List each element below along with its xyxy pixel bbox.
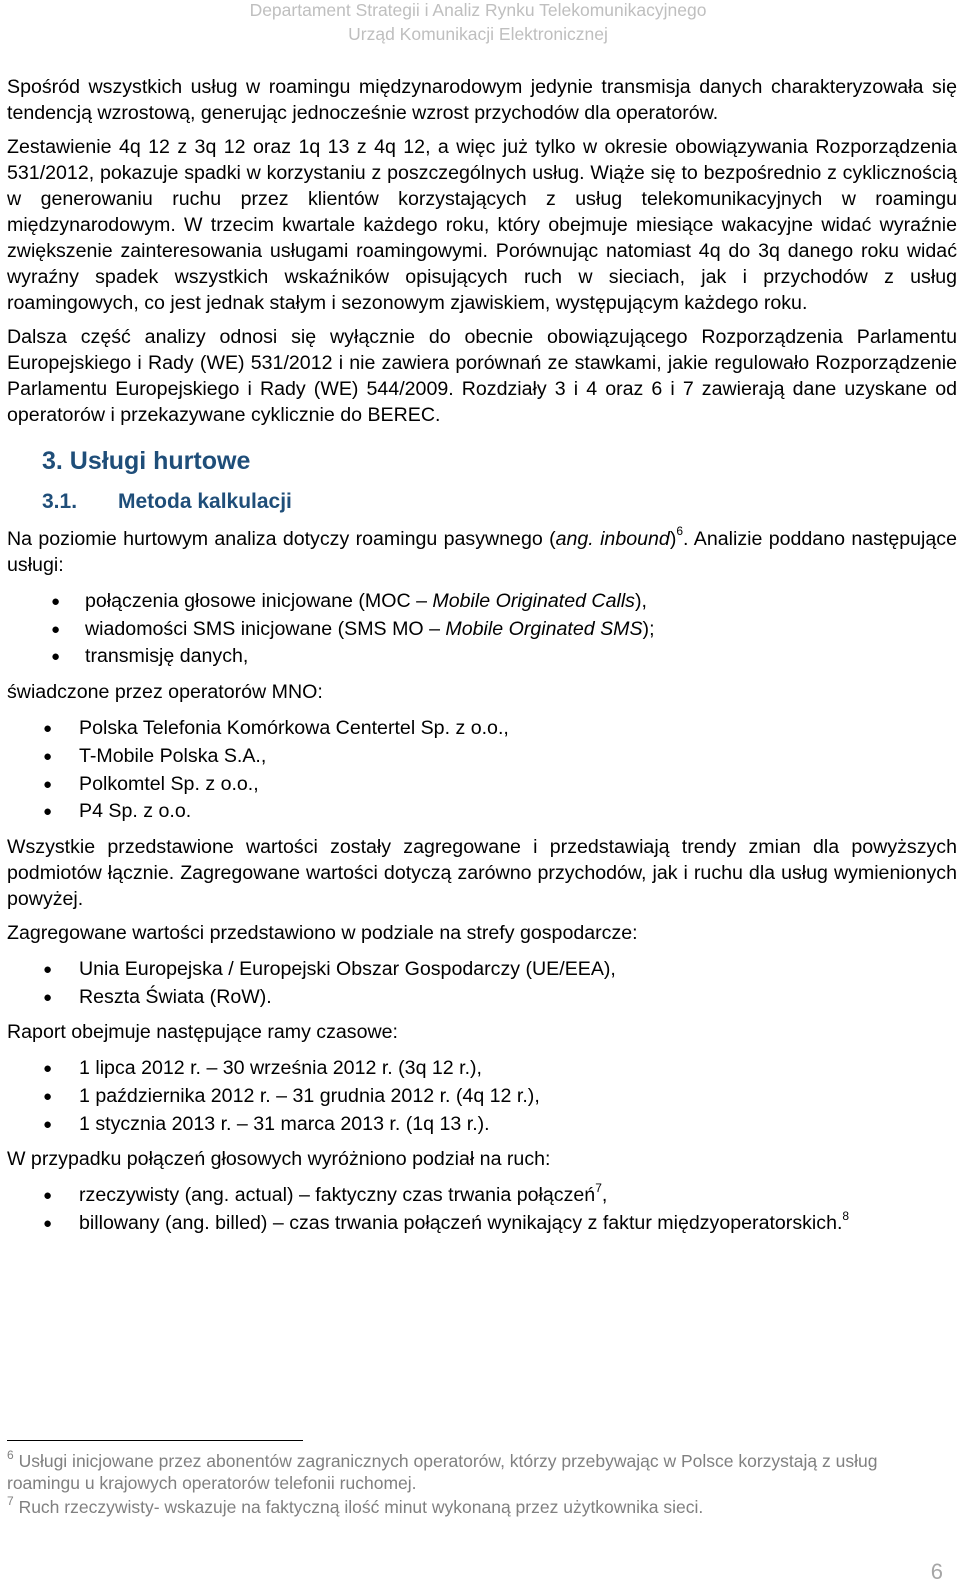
bullet-dot-icon: ● [43, 1115, 53, 1133]
bullet-dot-icon: ● [43, 1088, 53, 1106]
paragraph-zones-intro: Zagregowane wartości przedstawiono w podziale na strefy gospodarcze: [7, 921, 638, 944]
list-item: ● wiadomości SMS inicjowane (SMS MO – Mobile Orginated SMS); [7, 616, 957, 644]
list-item: ● Polkomtel Sp. z o.o., [7, 771, 957, 799]
list-item: ● transmisję danych, [7, 643, 957, 671]
subsection-heading [42, 488, 957, 516]
header-office: Urząd Komunikacji Elektronicznej [348, 24, 608, 44]
paragraph-comparison: Zestawienie 4q 12 z 3q 12 oraz 1q 13 z 4q 12, a więc już tylko w okresie obowiązywania Rozporządzenia 531/2012, pokazuje spadki w korzystaniu z poszczególnych usług. Wiąże się to bezpośrednio z cyklicznością w generowaniu ruchu przez klientów korzystających z usług telekomunikacyjnych w roamingu międzynarodowym. W trzecim kwartale każdego roku, który obejmuje miesiące wakacyjne widać wyraźnie zwiększenie zainteresowania usługami roamingowymi. Porównując natomiast 4q do 3q danego roku widać wyraźny spadek wszystkich wskaźników opisujących ruch w sieciach, jak i przychodów z usług roamingowych, co jest jednak stałym i sezonowym zjawiskiem, występującym każdego roku. [7, 136, 957, 314]
list-item: ● 1 października 2012 r. – 31 grudnia 2012 r. (4q 12 r.), [7, 1083, 957, 1111]
bullet-dot-icon: ● [51, 648, 61, 666]
list-item: ● rzeczywisty (ang. actual) – faktyczny czas trwania połączeń$^7$, [7, 1182, 957, 1210]
paragraph-mno: świadczone przez operatorów MNO: [7, 681, 323, 704]
footnote-ref-8[interactable]: 8 [842, 1208, 850, 1223]
list-item: ● Reszta Świata (RoW). [7, 984, 957, 1012]
list-item: ● Polska Telefonia Komórkowa Centertel Sp. z o.o., [7, 715, 957, 743]
services-list [7, 588, 957, 671]
list-item: ● Unia Europejska / Europejski Obszar Gospodarczy (UE/EEA), [7, 956, 957, 984]
page-number: 6 [930, 1559, 943, 1584]
footnote-7: $^7$ Ruch rzeczywisty- wskazuje na faktyczną ilość minut wykonaną przez użytkownika sieci. [7, 1494, 704, 1517]
bullet-dot-icon: ● [51, 620, 61, 638]
section-heading: 3. Usługi hurtowe [42, 447, 251, 475]
footnote-ref-7[interactable]: 7 [595, 1180, 602, 1195]
paragraph-aggregation: Wszystkie przedstawione wartości zostały zagregowane i przedstawiają trendy zmian dla powyższych podmiotów łącznie. Zagregowane wartości dotyczą zarówno przychodów, jak i ruchu dla usług wymienionych powyżej. [7, 835, 957, 910]
paragraph-further-analysis: Dalsza część analizy odnosi się wyłącznie do obecnie obowiązującego Rozporządzenia Parlamentu Europejskiego i Rady (WE) 531/2012 i nie zawiera porównań ze stawkami, jakie regulowało Rozporządzenie Parlamentu Europejskiego i Rady (WE) 544/2009. Rozdziały 3 i 4 oraz 6 i 7 zawierają dane uzyskane od operatorów i przekazywane cyklicznie do BEREC. [7, 326, 957, 426]
paragraph-traffic-intro: W przypadku połączeń głosowych wyróżniono podział na ruch: [7, 1148, 551, 1171]
header-department: Departament Strategii i Analiz Rynku Telekomunikacyjnego [249, 0, 707, 20]
running-header [0, 0, 956, 46]
traffic-list [7, 1182, 957, 1237]
operators-list [7, 715, 957, 826]
bullet-dot-icon: ● [43, 720, 53, 738]
list-item: ● 1 lipca 2012 r. – 30 września 2012 r. (3q 12 r.), [7, 1055, 957, 1083]
bullet-dot-icon: ● [43, 747, 53, 765]
bullet-dot-icon: ● [43, 988, 53, 1006]
paragraph-data-growth: Spośród wszystkich usług w roamingu międzynarodowym jedynie transmisja danych charakteryzowała się tendencją wzrostową, generując jednocześnie wzrost przychodów dla operatorów. [7, 76, 957, 124]
bullet-dot-icon: ● [43, 775, 53, 793]
bullet-dot-icon: ● [43, 960, 53, 978]
zones-list [7, 956, 957, 1011]
list-item: ● 1 stycznia 2013 r. – 31 marca 2013 r. (1q 13 r.). [7, 1111, 957, 1139]
document-body [7, 74, 957, 1246]
periods-list [7, 1055, 957, 1138]
subsection-number: 3.1. [42, 490, 78, 513]
list-item: ● P4 Sp. z o.o. [7, 798, 957, 826]
paragraph-periods-intro: Raport obejmuje następujące ramy czasowe: [7, 1021, 398, 1044]
bullet-dot-icon: ● [43, 1215, 53, 1233]
footnote-separator [7, 1440, 303, 1441]
paragraph-wholesale-intro: Na poziomie hurtowym analiza dotyczy roamingu pasywnego (ang. inbound)$^6$. Analizie poddano następujące usługi: [7, 524, 957, 576]
bullet-dot-icon: ● [43, 803, 53, 821]
subsection-title: Metoda kalkulacji [118, 490, 292, 513]
footnote-6: $^6$ Usługi inicjowane przez abonentów zagranicznych operatorów, którzy przebywając w Polsce korzystają z usług roamingu u krajowych operatorów telefonii ruchomej. [7, 1448, 878, 1493]
bullet-dot-icon: ● [51, 593, 61, 610]
list-item: ● billowany (ang. billed) – czas trwania połączeń wynikający z faktur międzyoperatorskich.$^8$ [7, 1210, 957, 1238]
list-item: ● połączenia głosowe inicjowane (MOC – Mobile Originated Calls), [7, 588, 957, 616]
footnotes [7, 1450, 907, 1520]
list-item: ● T-Mobile Polska S.A., [7, 743, 957, 771]
bullet-dot-icon: ● [43, 1187, 53, 1205]
bullet-dot-icon: ● [43, 1060, 53, 1078]
footnote-ref-6[interactable]: 6 [676, 524, 684, 539]
